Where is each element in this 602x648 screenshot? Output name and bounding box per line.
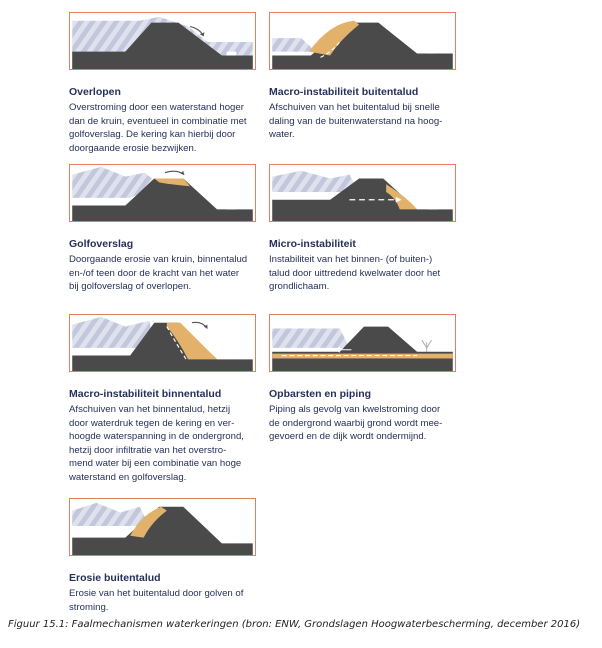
- mechanism-description: Piping als gevolg van kwelstroming door de ondergrond waarbij grond wordt mee- gevoerd en de dijk wordt ondermijnd.: [269, 404, 443, 442]
- erosie-buitentalud-illustration: [69, 498, 256, 556]
- figure-caption: Figuur 15.1: Faalmechanismen waterkeringen (bron: ENW, Grondslagen Hoogwaterbescherming, december 2016): [8, 619, 581, 630]
- mechanism-title: Micro-instabiliteit: [269, 238, 356, 250]
- mechanism-card-erosie-buitentalud: [69, 498, 256, 614]
- mechanism-title: Macro-instabiliteit binnentalud: [69, 388, 222, 400]
- mechanism-description: Doorgaande erosie van kruin, binnentalud en-/of teen door de kracht van het water bij golfoverslag of overlopen.: [69, 254, 248, 292]
- mechanism-description: Erosie van het buitentalud door golven of stroming.: [69, 588, 244, 613]
- mechanism-description: Instabiliteit van het binnen- (of buiten-) talud door uittredend kwelwater door het grondlichaam.: [269, 254, 441, 292]
- mechanism-description: Afschuiven van het buitentalud bij snelle daling van de buitenwaterstand na hoog- water.: [269, 102, 443, 140]
- mechanism-card-macro-buitentalud: [269, 12, 456, 142]
- mechanism-card-opbarsten-piping: [269, 314, 456, 444]
- mechanism-description: Overstroming door een waterstand hoger dan de kruin, eventueel in combinatie met golfoverslag. De kering kan hierbij door doorgaande erosie bezwijken.: [69, 102, 247, 154]
- mechanism-title: Opbarsten en piping: [269, 388, 372, 400]
- mechanism-title: Golfoverslag: [69, 238, 134, 250]
- overlopen-illustration: [69, 12, 256, 70]
- macro-binnentalud-illustration: [69, 314, 256, 372]
- mechanism-card-overlopen: [69, 12, 256, 155]
- micro-instabiliteit-illustration: [269, 164, 456, 222]
- mechanism-description: Afschuiven van het binnentalud, hetzij door waterdruk tegen de kering en ver- hoogde waterspanning in de ondergrond, hetzij door infiltratie van het overstro- mend water bij een combinatie van hoge waterstand en golfoverslag.: [69, 404, 244, 483]
- mechanism-title: Overlopen: [69, 86, 121, 98]
- golfoverslag-illustration: [69, 164, 256, 222]
- mechanism-card-macro-binnentalud: [69, 314, 256, 484]
- opbarsten-piping-illustration: [269, 314, 456, 372]
- mechanism-title: Erosie buitentalud: [69, 572, 161, 584]
- macro-buitentalud-illustration: [269, 12, 456, 70]
- mechanism-card-micro-instabiliteit: [269, 164, 456, 294]
- mechanism-title: Macro-instabiliteit buitentalud: [269, 86, 419, 98]
- mechanism-card-golfoverslag: [69, 164, 256, 294]
